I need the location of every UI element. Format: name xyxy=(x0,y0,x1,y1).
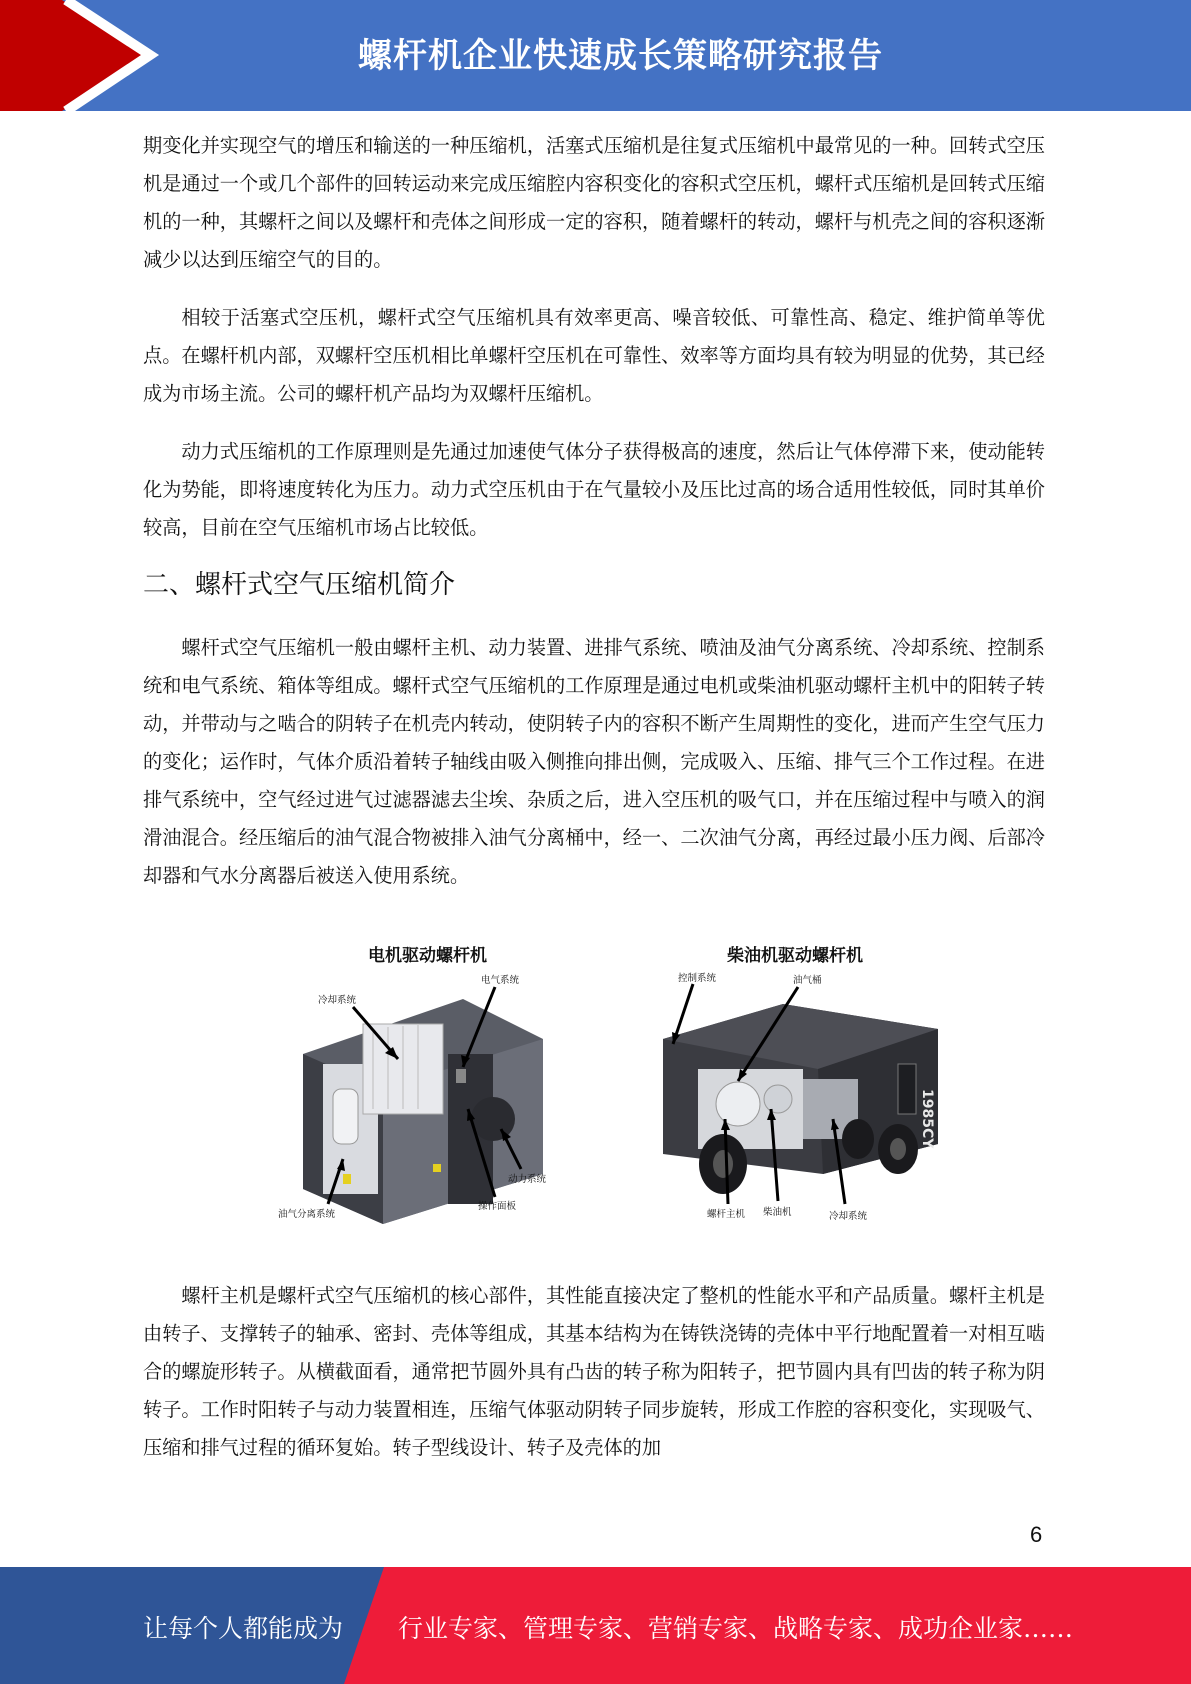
label-control-system: 控制系统 xyxy=(678,973,717,984)
main-content xyxy=(143,127,1045,1467)
label-screw-main-unit: 螺杆主机 xyxy=(707,1209,746,1220)
paragraph-compressor-types: 期变化并实现空气的增压和输送的一种压缩机，活塞式压缩机是往复式压缩机中最常见的一种。回转式空压机是通过一个或几个部件的回转运动来完成压缩腔内容积变化的容积式空压机，螺杆式压缩机是回转式压缩机的一种，其螺杆之间以及螺杆和壳体之间形成一定的容积，随着螺杆的转动，螺杆与机壳之间的容积逐渐减少以达到压缩空气的目的。 xyxy=(143,134,1045,271)
compressor-figure xyxy=(143,919,1045,1259)
electric-compressor-image xyxy=(263,969,593,1224)
label-diesel-engine: 柴油机 xyxy=(763,1207,792,1218)
footer-slogan-left: 让每个人都能成为 xyxy=(143,1614,344,1643)
diesel-compressor-image xyxy=(653,969,953,1224)
page-header xyxy=(0,0,1191,111)
footer-slogan-right: 行业专家、管理专家、营销专家、战略专家、成功企业家…… xyxy=(398,1614,1074,1643)
report-title: 螺杆机企业快速成长策略研究报告 xyxy=(358,36,883,76)
figure-title-electric: 电机驱动螺杆机 xyxy=(368,946,487,966)
diesel-brand-mark: 1985CY xyxy=(919,1089,935,1149)
label-electrical-system: 电气系统 xyxy=(481,975,520,986)
label-oil-separator: 油气分离系统 xyxy=(278,1209,336,1220)
paragraph-dynamic-compressor: 动力式压缩机的工作原理则是先通过加速使气体分子获得极高的速度，然后让气体停滞下来，使动能转化为势能，即将速度转化为压力。动力式空压机由于在气量较小及压比过高的场合适用性较低，同时其单价较高，目前在空气压缩机市场占比较低。 xyxy=(143,440,1045,539)
page-footer xyxy=(0,1567,1191,1684)
label-operation-panel: 操作面板 xyxy=(478,1201,517,1212)
label-cooling-system: 冷却系统 xyxy=(318,995,357,1006)
label-oil-gas-tank: 油气桶 xyxy=(793,975,822,986)
label-power-system: 动力系统 xyxy=(508,1174,547,1185)
paragraph-screw-structure: 螺杆式空气压缩机一般由螺杆主机、动力装置、进排气系统、喷油及油气分离系统、冷却系统、控制系统和电气系统、箱体等组成。螺杆式空气压缩机的工作原理是通过电机或柴油机驱动螺杆主机中的阳转子转动，并带动与之啮合的阴转子在机壳内转动，使阴转子内的容积不断产生周期性的变化，进而产生空气压力的变化；运作时，气体介质沿着转子轴线由吸入侧推向排出侧，完成吸入、压缩、排气三个工作过程。在进排气系统中，空气经过进气过滤器滤去尘埃、杂质之后，进入空压机的吸气口，并在压缩过程中与喷入的润滑油混合。经压缩后的油气混合物被排入油气分离桶中，经一、二次油气分离，再经过最小压力阀、后部冷却器和气水分离器后被送入使用系统。 xyxy=(143,636,1045,887)
paragraph-screw-main-unit: 螺杆主机是螺杆式空气压缩机的核心部件，其性能直接决定了整机的性能水平和产品质量。螺杆主机是由转子、支撑转子的轴承、密封、壳体等组成，其基本结构为在铸铁浇铸的壳体中平行地配置着一对相互啮合的螺旋形转子。从横截面看，通常把节圆外具有凸齿的转子称为阳转子，把节圆内具有凹齿的转子称为阴转子。工作时阳转子与动力装置相连，压缩气体驱动阴转子同步旋转，形成工作腔的容积变化，实现吸气、压缩和排气过程的循环复始。转子型线设计、转子及壳体的加 xyxy=(143,1284,1045,1459)
paragraph-screw-advantages: 相较于活塞式空压机，螺杆式空气压缩机具有效率更高、噪音较低、可靠性高、稳定、维护简单等优点。在螺杆机内部，双螺杆空压机相比单螺杆空压机在可靠性、效率等方面均具有较为明显的优势，其已经成为市场主流。公司的螺杆机产品均为双螺杆压缩机。 xyxy=(143,306,1045,405)
page-number: 6 xyxy=(1030,1522,1043,1547)
figure-title-diesel: 柴油机驱动螺杆机 xyxy=(727,946,863,966)
section-heading: 二、螺杆式空气压缩机简介 xyxy=(143,570,456,600)
label-cooling-system-diesel: 冷却系统 xyxy=(829,1211,868,1222)
